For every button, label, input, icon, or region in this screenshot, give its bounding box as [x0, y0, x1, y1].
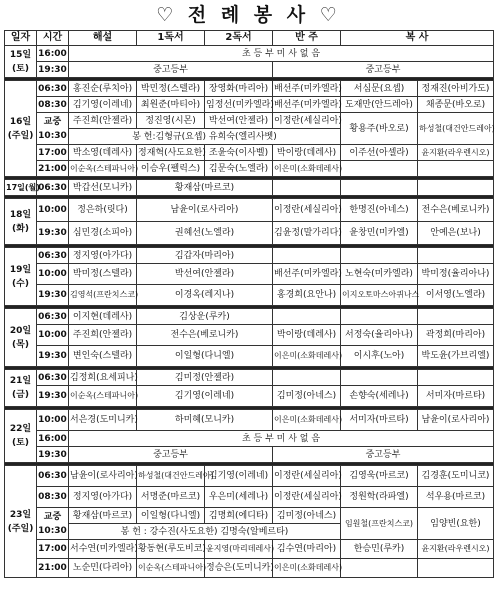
time-cell: 19:30 [37, 447, 69, 463]
commentary-cell: 김영석(프란치스코) [69, 285, 137, 306]
server-cell [341, 161, 418, 177]
accompaniment-cell: 이은미(소화데레사) [273, 346, 341, 367]
server-cell: 서미자(마르타) [341, 410, 418, 431]
time-cell: 19:30 [37, 62, 69, 78]
server-cell [418, 309, 494, 325]
table-row [5, 113, 494, 129]
server-cell: 박도윤(가브리엘) [418, 346, 494, 367]
time-cell: 16:00 [37, 431, 69, 447]
server-cell: 남윤이(로사리아) [418, 410, 494, 431]
reading1-cell: 박선여(안젤라) [137, 264, 273, 285]
date-cell: 16일 (주일) [5, 81, 37, 177]
accompaniment-cell: 김미정(아네스) [273, 508, 341, 524]
accompaniment-cell: 김미정(아네스) [273, 386, 341, 407]
time-cell: 10:00 [37, 199, 69, 222]
server-cell: 한승민(루카) [341, 540, 418, 559]
table-row [5, 81, 494, 97]
reading1-cell: 남윤이(로사리아) [137, 199, 273, 222]
server-cell: 노현숙(미카엘라) [341, 264, 418, 285]
table-row [5, 309, 494, 325]
accompaniment-cell: 김윤정(말가리다) [273, 222, 341, 245]
server-cell: 이시후(노아) [341, 346, 418, 367]
commentary-cell: 정지영(아가다) [69, 487, 137, 508]
server-cell [418, 180, 494, 196]
commentary-cell: 정지영(아가다) [69, 248, 137, 264]
table-row [5, 508, 494, 524]
accompaniment-cell: 이정란(세실리아) [273, 113, 341, 129]
commentary-cell: 김기영(이레네) [69, 97, 137, 113]
commentary-cell: 박소영(데레사) [69, 145, 137, 161]
time-cell: 교중 10:30 [37, 113, 69, 145]
table-row [5, 466, 494, 487]
server-cell: 서정숙(율리아나) [341, 325, 418, 346]
time-cell: 06:30 [37, 309, 69, 325]
accompaniment-cell: 박이랑(데레사) [273, 325, 341, 346]
server-cell [418, 248, 494, 264]
commentary-cell: 김정희(요세피나) [69, 370, 137, 386]
server-cell: 전수은(베로니카) [418, 199, 494, 222]
date-cell: 22일 (토) [5, 410, 37, 463]
time-cell: 16:00 [37, 46, 69, 62]
table-row [5, 410, 494, 431]
commentary-cell: 박미정(스텔라) [69, 264, 137, 285]
reading1-cell: 이승우(펠릭스) [137, 161, 205, 177]
table-row [5, 97, 494, 113]
server-cell: 박미정(율리아나) [418, 264, 494, 285]
server-cell: 도재만(안드레아) [341, 97, 418, 113]
commentary-cell: 정은하(릿다) [69, 199, 137, 222]
accompaniment-cell [273, 309, 341, 325]
commentary-cell: 이순옥(스테파니아) [69, 161, 137, 177]
time-cell: 10:00 [37, 264, 69, 285]
server-cell: 윤지환(라우렌시오) [418, 540, 494, 559]
table-row [5, 46, 494, 62]
time-cell: 08:30 [37, 97, 69, 113]
accompaniment-cell: 이정란(세실리아) [273, 466, 341, 487]
reading1-cell: 하미혜(모니카) [137, 410, 273, 431]
server-cell: 이주선(아셀라) [341, 145, 418, 161]
time-cell: 06:30 [37, 466, 69, 487]
date-cell: 17일(월) [5, 180, 37, 196]
reading1-cell: 김상운(루카) [137, 309, 273, 325]
server-cell: 채종문(바오로) [418, 97, 494, 113]
reading1-cell: 서명준(마르코) [137, 487, 205, 508]
server-cell: 황용주(바오로) [341, 113, 418, 145]
header-altar-server: 복 사 [341, 31, 494, 46]
time-cell: 10:00 [37, 410, 69, 431]
reading2-cell: 정승은(도미니카) [205, 559, 273, 578]
reading1-cell: 이순옥(스테파니아) [137, 559, 205, 578]
server-cell: 임양빈(요한) [418, 508, 494, 540]
reading2-cell: 우은미(세레나) [205, 487, 273, 508]
reading1-cell: 이일형(다니엘) [137, 508, 205, 524]
server-cell: 석우용(마르코) [418, 487, 494, 508]
header-reading1: 1독서 [137, 31, 205, 46]
server-cell: 안예은(보나) [418, 222, 494, 245]
server-cell [341, 180, 418, 196]
table-row [5, 180, 494, 196]
offertory-cell: 봉 헌:김형규(요셉) 유희숙(엘리사벳) [69, 129, 341, 145]
table-row [5, 145, 494, 161]
time-cell: 08:30 [37, 487, 69, 508]
accompaniment-cell: 이정란(세실리아) [273, 199, 341, 222]
server-cell [341, 370, 418, 386]
liturgy-schedule-table [4, 30, 494, 578]
commentary-cell: 황재삼(마르코) [69, 508, 137, 524]
time-cell: 19:30 [37, 386, 69, 407]
reading1-cell: 전수은(베로니카) [137, 325, 273, 346]
server-cell: 이지오토마스아퀴나스 [341, 285, 418, 306]
time-cell: 06:30 [37, 248, 69, 264]
offertory-cell: 봉 헌 : 강수진(사도요한) 김명숙(알베르타) [69, 524, 341, 540]
server-cell: 서미자(마르타) [418, 386, 494, 407]
time-cell: 21:00 [37, 161, 69, 177]
reading1-cell: 최원준(마티아) [137, 97, 205, 113]
table-row [5, 559, 494, 578]
server-cell: 김영욱(마르코) [341, 466, 418, 487]
commentary-cell: 박갑선(모니카) [69, 180, 137, 196]
group-cell: 중고등부 [273, 62, 494, 78]
table-row [5, 248, 494, 264]
server-cell: 정재진(아비가도) [418, 81, 494, 97]
reading1-cell: 황동현(루도비코) [137, 540, 205, 559]
time-cell: 17:00 [37, 540, 69, 559]
accompaniment-cell: 이은미(소화데레사) [273, 410, 341, 431]
commentary-cell: 주진희(안젤라) [69, 325, 137, 346]
reading2-cell: 김기영(이레네) [205, 466, 273, 487]
accompaniment-cell [273, 180, 341, 196]
group-cell: 중고등부 [273, 447, 494, 463]
accompaniment-cell: 이은미(소화데레사) [273, 161, 341, 177]
time-cell: 10:00 [37, 325, 69, 346]
note-cell: 초 등 부 미 사 없 음 [69, 431, 494, 447]
date-cell: 21일 (금) [5, 370, 37, 407]
server-cell: 윤지환(라우렌시오) [418, 145, 494, 161]
reading1-cell: 정재혁(사도요한) [137, 145, 205, 161]
time-cell: 19:30 [37, 285, 69, 306]
header-row [5, 31, 494, 46]
time-cell: 17:00 [37, 145, 69, 161]
accompaniment-cell: 이정란(세실리아) [273, 487, 341, 508]
time-cell: 06:30 [37, 81, 69, 97]
reading1-cell: 박민정(스텔라) [137, 81, 205, 97]
accompaniment-cell: 배선주(미카엘라) [273, 81, 341, 97]
commentary-cell: 변인숙(스텔라) [69, 346, 137, 367]
reading2-cell: 김명희(에디타) [205, 508, 273, 524]
server-cell: 하성철(대건안드레아) [418, 113, 494, 145]
accompaniment-cell [273, 370, 341, 386]
table-row [5, 386, 494, 407]
date-cell: 19일 (수) [5, 248, 37, 306]
reading1-cell: 김기영(이레네) [137, 386, 273, 407]
reading1-cell: 황재삼(마르코) [137, 180, 273, 196]
accompaniment-cell [273, 248, 341, 264]
server-cell: 서심문(요셉) [341, 81, 418, 97]
reading1-cell: 정진영(시몬) [137, 113, 205, 129]
table-row [5, 346, 494, 367]
commentary-cell: 심민경(소피아) [69, 222, 137, 245]
server-cell: 윤창민(미카엘) [341, 222, 418, 245]
date-cell: 20일 (목) [5, 309, 37, 367]
date-cell: 15일 (토) [5, 46, 37, 78]
reading1-cell: 이일형(다니엘) [137, 346, 273, 367]
accompaniment-cell: 이은미(소화데레사) [273, 559, 341, 578]
group-cell: 중고등부 [69, 62, 273, 78]
reading1-cell: 하성철(대건안드레아) [137, 466, 205, 487]
server-cell: 곽정희(마리아) [418, 325, 494, 346]
accompaniment-cell: 박이랑(데레사) [273, 145, 341, 161]
server-cell [418, 370, 494, 386]
commentary-cell: 노순민(다리아) [69, 559, 137, 578]
table-row [5, 222, 494, 245]
commentary-cell: 주진희(안젤라) [69, 113, 137, 129]
time-cell: 19:30 [37, 222, 69, 245]
reading2-cell: 박선여(안젤라) [205, 113, 273, 129]
date-cell: 23일 (주일) [5, 466, 37, 578]
table-row [5, 447, 494, 463]
reading1-cell: 김미정(안젤라) [137, 370, 273, 386]
reading2-cell: 장영화(마리아) [205, 81, 273, 97]
reading1-cell: 이경옥(레지나) [137, 285, 273, 306]
header-date: 일자 [5, 31, 37, 46]
time-cell: 19:30 [37, 346, 69, 367]
accompaniment-cell: 김수연(마리아) [273, 540, 341, 559]
server-cell [418, 559, 494, 578]
header-reading2: 2독서 [205, 31, 273, 46]
header-commentary: 해설 [69, 31, 137, 46]
reading2-cell: 윤지영(마리데레사) [205, 540, 273, 559]
reading2-cell: 조윤숙(이사벨) [205, 145, 273, 161]
table-row [5, 285, 494, 306]
table-row [5, 62, 494, 78]
server-cell [341, 309, 418, 325]
server-cell: 손향숙(세레나) [341, 386, 418, 407]
commentary-cell: 서은경(도미니카) [69, 410, 137, 431]
accompaniment-cell: 배선주(미카엘라) [273, 264, 341, 285]
reading1-cell: 김갑자(마리아) [137, 248, 273, 264]
table-row [5, 325, 494, 346]
commentary-cell: 남윤이(로사리아) [69, 466, 137, 487]
time-cell: 21:00 [37, 559, 69, 578]
server-cell [341, 559, 418, 578]
table-row [5, 487, 494, 508]
group-cell: 중고등부 [69, 447, 273, 463]
date-cell: 18일 (화) [5, 199, 37, 245]
note-cell: 초 등 부 미 사 없 음 [69, 46, 494, 62]
commentary-cell: 서수연(미카엘라) [69, 540, 137, 559]
header-accompaniment: 반 주 [273, 31, 341, 46]
table-row [5, 370, 494, 386]
accompaniment-cell: 배선주(미카엘라) [273, 97, 341, 113]
server-cell: 정원학(라파엘) [341, 487, 418, 508]
server-cell: 이서영(노엘라) [418, 285, 494, 306]
reading2-cell: 임정선(미카엘라) [205, 97, 273, 113]
header-time: 시간 [37, 31, 69, 46]
server-cell [341, 248, 418, 264]
reading1-cell: 권혜선(노엘라) [137, 222, 273, 245]
table-row [5, 161, 494, 177]
server-cell: 김경훈(도미니코) [418, 466, 494, 487]
time-cell: 06:30 [37, 370, 69, 386]
reading2-cell: 김문숙(노엘라) [205, 161, 273, 177]
server-cell [418, 161, 494, 177]
commentary-cell: 이순옥(스테파니아) [69, 386, 137, 407]
table-row [5, 431, 494, 447]
commentary-cell: 홍진순(루치아) [69, 81, 137, 97]
table-row [5, 540, 494, 559]
page-title: ♡ 전 례 봉 사 ♡ [156, 4, 341, 26]
table-row [5, 264, 494, 285]
time-cell: 06:30 [37, 180, 69, 196]
accompaniment-cell: 홍경희(요안나) [273, 285, 341, 306]
table-row [5, 199, 494, 222]
commentary-cell: 이지현(데레사) [69, 309, 137, 325]
server-cell: 임원철(프란치스코) [341, 508, 418, 540]
time-cell: 교중 10:30 [37, 508, 69, 540]
server-cell: 한명진(아네스) [341, 199, 418, 222]
